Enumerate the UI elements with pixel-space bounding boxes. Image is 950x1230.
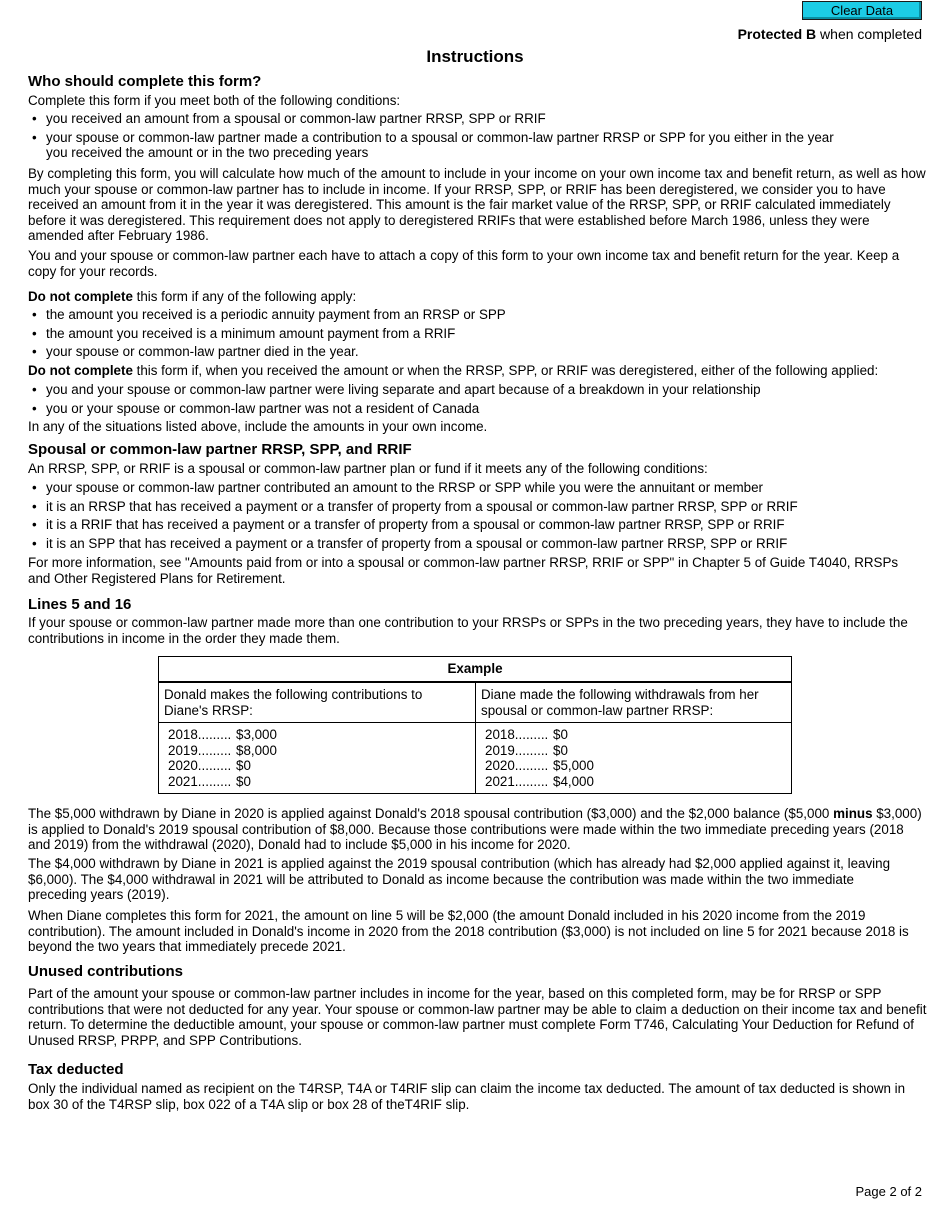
tax-heading: Tax deducted — [28, 1061, 124, 1078]
tax-text: Only the individual named as recipient on the T4RSP, T4A or T4RIF slip can claim the income tax deducted. The amount of tax deducted is shown in box 30 of the T4RSP slip, box 022 of a T4A slip or box 28 of theT4RIF slip. — [28, 1081, 906, 1112]
amount: $0 — [236, 773, 251, 789]
unused-heading: Unused contributions — [28, 963, 183, 980]
example-left-header: Donald makes the following contributions to Diane's RRSP: — [159, 682, 476, 723]
who-closing: In any of the situations listed above, include the amounts in your own income. — [28, 419, 488, 434]
spousal-intro: An RRSP, SPP, or RRIF is a spousal or common-law partner plan or fund if it meets any of the following conditions: — [28, 461, 708, 476]
text-part: The $5,000 withdrawn by Diane in 2020 is applied against Donald's 2018 spousal contribution ($3,000) and the $2,000 balance ($5,000 — [28, 806, 834, 821]
example-contributions-cell — [159, 723, 476, 794]
table-row — [485, 758, 786, 774]
lines-heading: Lines 5 and 16 — [28, 596, 132, 613]
who-paragraph-2: You and your spouse or common-law partner each have to attach a copy of this form to your own income tax and benefit return for the year. Keep a copy for your records. — [28, 248, 900, 279]
spousal-more-info: For more information, see "Amounts paid from or into a spousal or common-law partner RRSP, RRIF or SPP" in Chapter 5 of Guide T4040, RRSPs and Other Registered Plans for Retirement. — [28, 555, 899, 586]
list-item: • you or your spouse or common-law partner was not a resident of Canada — [28, 401, 928, 417]
table-row — [485, 727, 786, 743]
lines-paragraph-2: The $4,000 withdrawn by Diane in 2021 is applied against the 2019 spousal contribution (which has already had $2,000 applied against it, leaving $6,000). The $4,000 withdrawal in 2021 will be attributed to Donald as income because the contribution was made within the two immediate preceding years (2019). — [28, 856, 891, 902]
example-table — [158, 656, 792, 794]
amount: $0 — [553, 742, 568, 758]
year: 2018......... — [168, 727, 232, 742]
text-part: $3,000) is applied to Donald's 2019 spousal contribution of $8,000. Because those contributions were made within the two immediate preceding years (2018 and 2019) from the withdrawal (2020), Donald had to include $5,000 in his income for 2020. — [28, 806, 922, 852]
who-heading: Who should complete this form? — [28, 73, 262, 90]
page-number: Page 2 of 2 — [855, 1184, 922, 1199]
example-withdrawals-cell — [476, 723, 792, 794]
lines-paragraph-1 — [28, 806, 923, 853]
amount: $8,000 — [236, 742, 277, 758]
list-item: • you received an amount from a spousal or common-law partner RRSP, SPP or RRIF — [28, 111, 928, 127]
minus-emphasis: minus — [833, 806, 873, 821]
table-row — [485, 743, 786, 759]
list-item: • it is an SPP that has received a payment or a transfer of property from a spousal or common-law partner RRSP, SPP or RRIF — [28, 536, 928, 552]
do-not-complete-2 — [28, 363, 938, 379]
lines-paragraph-3: When Diane completes this form for 2021, the amount on line 5 will be $2,000 (the amount Donald included in his 2020 income from the 2019 contribution). The amount included in Donald's income in 2020 from the 2018 contribution ($3,000) is not included on line 5 for 2021 because 2018 is beyond the two years that immediately precede 2021. — [28, 908, 909, 954]
who-intro: Complete this form if you meet both of the following conditions: — [28, 93, 401, 108]
table-row — [168, 727, 470, 743]
unused-text: Part of the amount your spouse or common-law partner includes in income for the year, based on this completed form, may be for RRSP or SPP contributions that were not deducted for any year. Your spouse or common-law partner may be able to claim a deduction on their income tax and benefit return. To determine the deductible amount, your spouse or common-law partner must complete Form T746, Calculating Your Deduction for Refund of Unused RRSP, PRPP, and SPP Contributions. — [28, 986, 927, 1048]
do-not-complete-text: this form if any of the following apply: — [132, 289, 357, 304]
amount: $0 — [236, 758, 251, 773]
list-item: • your spouse or common-law partner died in the year. — [28, 344, 928, 360]
year: 2020......... — [168, 758, 232, 773]
amount: $5,000 — [553, 758, 594, 773]
amount: $0 — [553, 727, 568, 742]
table-row — [485, 774, 786, 790]
do-not-complete-text: this form if, when you received the amount or when the RRSP, SPP, or RRIF was deregistered, either of the following applied: — [132, 363, 879, 378]
year: 2021......... — [168, 773, 232, 789]
list-item: • the amount you received is a minimum amount payment from a RRIF — [28, 326, 928, 342]
year: 2021......... — [485, 773, 549, 789]
amount: $3,000 — [236, 727, 277, 742]
clear-data-button[interactable]: Clear Data — [802, 1, 922, 20]
example-title: Example — [159, 657, 792, 683]
spousal-heading: Spousal or common-law partner RRSP, SPP, and RRIF — [28, 441, 412, 458]
year: 2019......... — [168, 742, 232, 758]
protected-b-notice — [738, 27, 922, 43]
who-paragraph-1: By completing this form, you will calculate how much of the amount to include in your income on your own income tax and benefit return, as well as how much your spouse or common-law partner has to include in income. If your RRSP, SPP, or RRIF has been deregistered, we consider you to have received an amount from it in the year it was deregistered. This amount is the fair market value of the RRSP, SPP, or RRIF calculated immediately before it was deregistered. This requirement does not apply to deregistered RRIFs that were established before March 1986, unless they were amended after February 1986. — [28, 166, 926, 243]
protected-label: Protected B — [737, 26, 817, 42]
year: 2018......... — [485, 727, 549, 742]
table-row — [168, 743, 470, 759]
do-not-complete-1 — [28, 289, 928, 305]
table-row — [168, 774, 470, 790]
lines-intro: If your spouse or common-law partner made more than one contribution to your RRSPs or SPPs in the two preceding years, they have to include the contributions in income in the order they made them. — [28, 615, 908, 646]
list-item: • the amount you received is a periodic annuity payment from an RRSP or SPP — [28, 307, 928, 323]
who-conditions-list — [28, 111, 928, 164]
do-not-complete-list-2 — [28, 382, 928, 419]
list-item: • it is a RRIF that has received a payment or a transfer of property from a spousal or common-law partner RRSP, SPP or RRIF — [28, 517, 928, 533]
list-item: • your spouse or common-law partner made a contribution to a spousal or common-law partner RRSP or SPP for you either in the year you received the amount or in the two preceding years — [28, 130, 836, 161]
do-not-complete-list-1 — [28, 307, 928, 363]
amount: $4,000 — [553, 773, 594, 789]
year: 2019......... — [485, 742, 549, 758]
table-row — [168, 758, 470, 774]
list-item: • it is an RRSP that has received a payment or a transfer of property from a spousal or common-law partner RRSP, SPP or RRIF — [28, 499, 928, 515]
year: 2020......... — [485, 758, 549, 773]
do-not-complete-label: Do not complete — [28, 363, 133, 378]
list-item: • you and your spouse or common-law partner were living separate and apart because of a breakdown in your relationship — [28, 382, 928, 398]
do-not-complete-label: Do not complete — [28, 289, 133, 304]
list-item: • your spouse or common-law partner contributed an amount to the RRSP or SPP while you were the annuitant or member — [28, 480, 928, 496]
spousal-conditions-list — [28, 480, 928, 554]
protected-suffix: when completed — [816, 26, 922, 42]
page-title: Instructions — [426, 47, 524, 66]
example-right-header: Diane made the following withdrawals from her spousal or common-law partner RRSP: — [476, 682, 792, 723]
